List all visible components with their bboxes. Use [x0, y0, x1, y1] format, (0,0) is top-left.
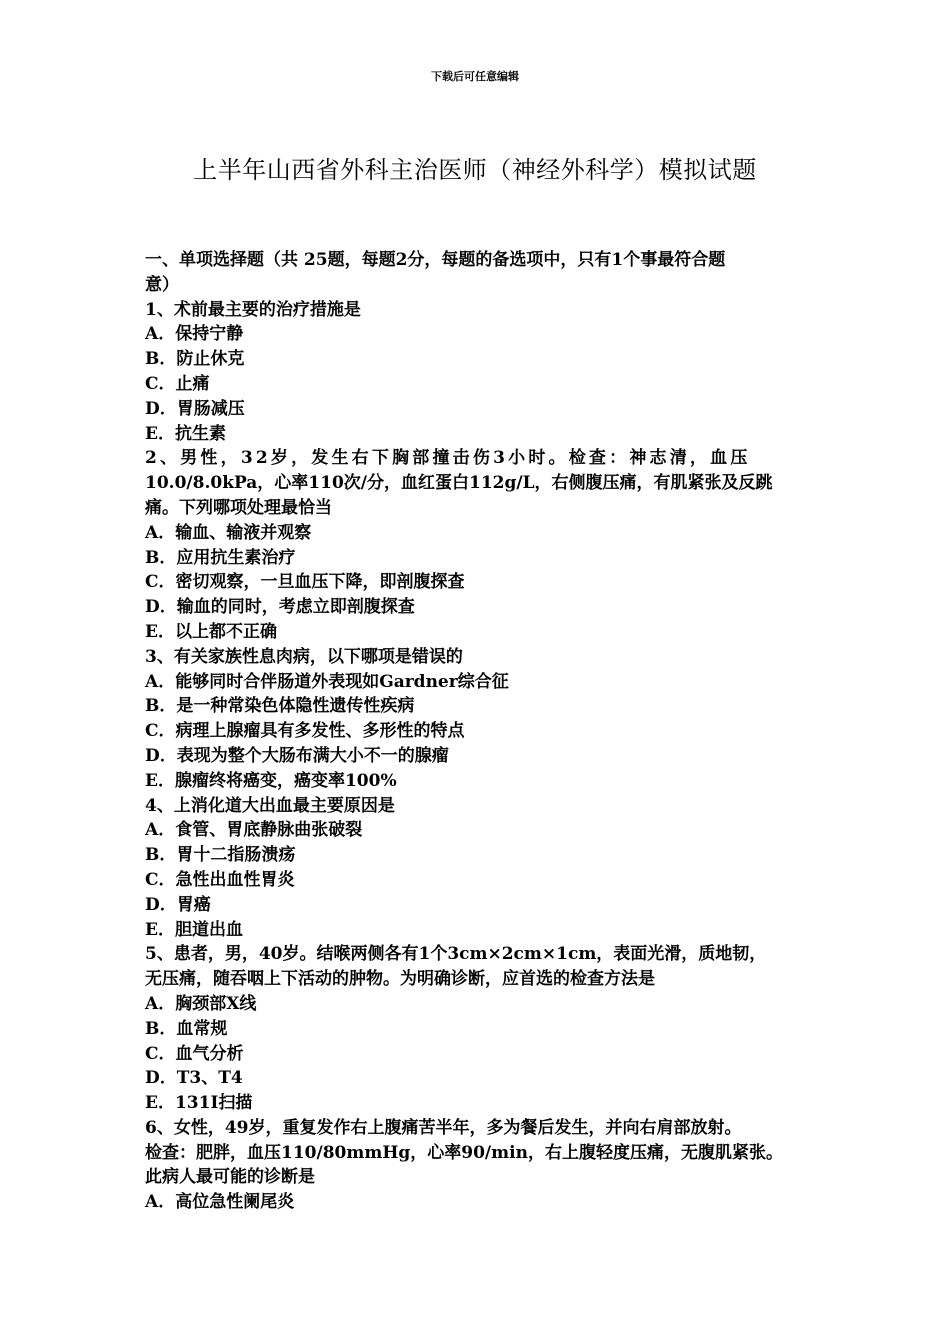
- question-4-option-a: A．食管、胃底静脉曲张破裂: [145, 820, 363, 841]
- question-1-option-c: C．止痛: [145, 373, 210, 394]
- question-2-stem-line-2: 10.0/8.0kPa，心率110次/分，血红蛋白112g/L，右侧腹压痛，有肌紧张及反跳: [145, 473, 773, 494]
- question-1-option-e: E．抗生素: [145, 423, 226, 444]
- question-6-stem-line-3: 此病人最可能的诊断是: [145, 1167, 315, 1188]
- question-4-option-d: D．胃癌: [145, 894, 211, 915]
- question-6-option-a: A．高位急性阑尾炎: [145, 1192, 295, 1213]
- question-1-stem: 1、术前最主要的治疗措施是: [145, 299, 361, 320]
- question-5-stem-line-1: 5、患者，男，40岁。结喉两侧各有1个3cm×2cm×1cm，表面光滑，质地韧，: [145, 944, 767, 965]
- page-title: 上半年山西省外科主治医师（神经外科学）模拟试题: [193, 156, 757, 184]
- question-4-stem: 4、上消化道大出血最主要原因是: [145, 795, 395, 816]
- question-6-stem-line-2: 检查：肥胖，血压110/80mmHg，心率90/min，右上腹轻度压痛，无腹肌紧张。: [145, 1142, 783, 1163]
- question-3-option-d: D．表现为整个大肠布满大小不一的腺瘤: [145, 745, 449, 766]
- question-4-option-c: C．急性出血性胃炎: [145, 869, 295, 890]
- question-2-option-b: B．应用抗生素治疗: [145, 547, 296, 568]
- question-1-option-d: D．胃肠减压: [145, 398, 245, 419]
- section-heading-line-2: 意）: [145, 274, 179, 295]
- question-1-option-b: B．防止休克: [145, 349, 245, 370]
- question-3-option-b: B．是一种常染色体隐性遗传性疾病: [145, 696, 415, 717]
- question-4-option-b: B．胃十二指肠溃疡: [145, 845, 296, 866]
- question-3-stem: 3、有关家族性息肉病，以下哪项是错误的: [145, 646, 463, 667]
- question-5-option-d: D．T3、T4: [145, 1068, 243, 1089]
- question-1-option-a: A．保持宁静: [145, 324, 244, 345]
- question-2-stem-line-3: 痛。下列哪项处理最恰当: [145, 497, 332, 518]
- page-header-note: 下载后可任意编辑: [431, 70, 519, 83]
- question-4-option-e: E．胆道出血: [145, 919, 243, 940]
- question-2-option-a: A．输血、输液并观察: [145, 522, 312, 543]
- question-3-option-c: C．病理上腺瘤具有多发性、多形性的特点: [145, 721, 465, 742]
- question-3-option-a: A．能够同时合伴肠道外表现如Gardner综合征: [145, 671, 509, 692]
- question-2-option-c: C．密切观察，一旦血压下降，即剖腹探查: [145, 572, 465, 593]
- exam-content: [145, 248, 820, 1215]
- question-3-option-e: E．腺瘤终将癌变，癌变率100%: [145, 770, 397, 791]
- question-5-option-c: C．血气分析: [145, 1043, 244, 1064]
- question-5-option-b: B．血常规: [145, 1018, 228, 1039]
- question-2-stem-line-1: 2、男性，32岁，发生右下胸部撞击伤3小时。检查：神志清，血压: [145, 448, 751, 469]
- question-2-option-e: E．以上都不正确: [145, 621, 277, 642]
- section-heading-line-1: 一、单项选择题（共 25题，每题2分，每题的备选项中，只有1个事最符合题: [145, 250, 726, 270]
- question-2-option-d: D．输血的同时，考虑立即剖腹探查: [145, 597, 415, 618]
- question-5-stem-line-2: 无压痛，随吞咽上下活动的肿物。为明确诊断，应首选的检查方法是: [145, 969, 655, 990]
- question-6-stem-line-1: 6、女性，49岁，重复发作右上腹痛苦半年，多为餐后发生，并向右肩部放射。: [145, 1117, 742, 1138]
- question-5-option-e: E．131I扫描: [145, 1093, 253, 1114]
- question-5-option-a: A．胸颈部X线: [145, 993, 257, 1014]
